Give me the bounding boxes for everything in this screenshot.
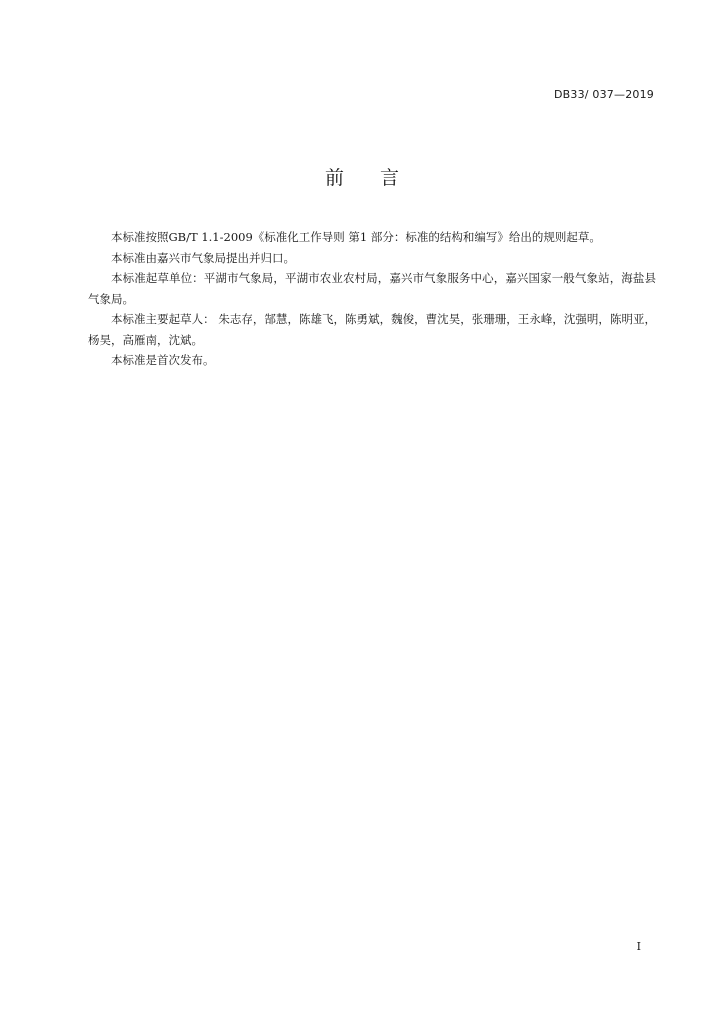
paragraph-drafting-units: 本标准起草单位：平湖市气象局，平湖市农业农村局，嘉兴市气象服务中心，嘉兴国家一般气象站，海盐县气象局。 [88,271,656,306]
page-number: I [636,940,641,953]
paragraph-first-release: 本标准是首次发布。 [111,353,215,367]
section-title: 前言 [324,167,435,189]
paragraph-drafters: 本标准主要起草人： 朱志存，郜慧，陈雄飞，陈勇斌，魏俊，曹沈昊，张珊珊，王永峰，沈强明，陈明亚，杨昊，高雁南，沈斌。 [88,312,656,347]
paragraph-proposer: 本标准由嘉兴市气象局提出并归口。 [111,250,295,265]
standard-code: DB33/ 037—2019 [553,88,654,101]
foreword-body [88,227,656,371]
paragraph-drafting-rules: 本标准按照GB/T 1.1-2009《标准化工作导则 第1 部分：标准的结构和编写》给出的规则起草。 [111,230,601,244]
